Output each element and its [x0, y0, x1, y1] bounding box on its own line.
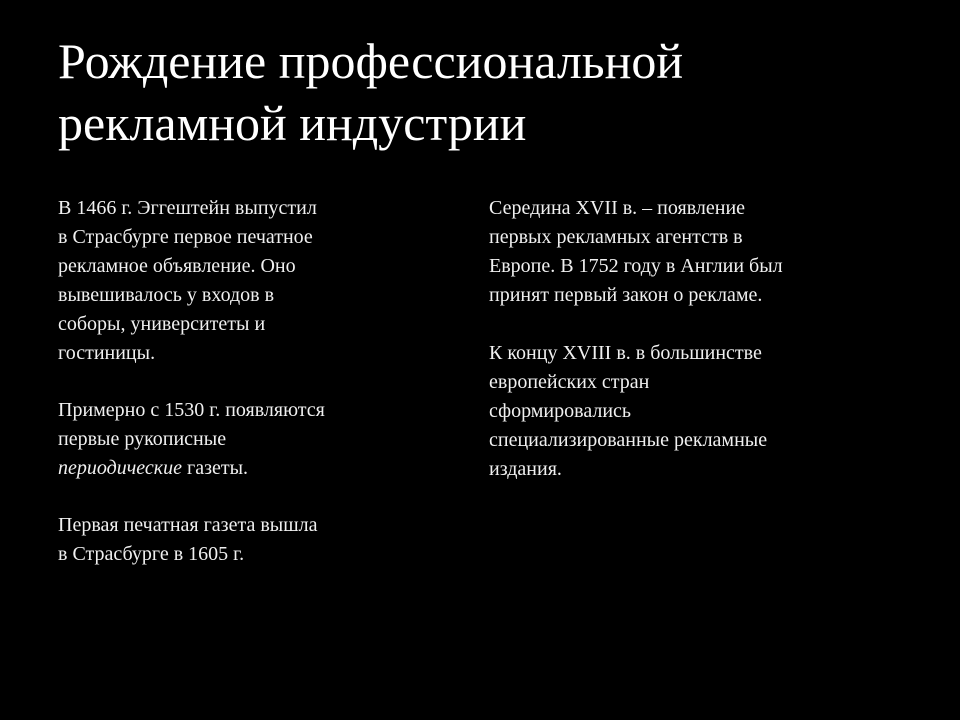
paragraph-1605-first-printed-newspaper: [58, 511, 398, 569]
text-line: сформировались: [489, 400, 632, 422]
paragraph-1466-first-ad: [58, 194, 398, 368]
text-line: Примерно с 1530 г. появляются: [58, 399, 325, 421]
text-line: специализированные рекламные: [489, 429, 768, 451]
text-line: гостиницы.: [58, 342, 156, 364]
text-line: вывешивалось у входов в: [58, 284, 275, 306]
right-column: [489, 194, 889, 484]
slide-title: [58, 30, 918, 154]
text-line: европейских стран: [489, 371, 650, 393]
left-column: [58, 194, 398, 569]
text-line: [58, 454, 398, 483]
text-line: принят первый закон о рекламе.: [489, 284, 763, 306]
text-fragment: газеты.: [182, 457, 249, 479]
text-line: Первая печатная газета вышла: [58, 514, 318, 536]
text-line: рекламное объявление. Оно: [58, 255, 296, 277]
text-line: издания.: [489, 458, 562, 480]
text-line: первых рекламных агентств в: [489, 226, 743, 248]
text-line: Середина XVII в. – появление: [489, 197, 746, 219]
text-line: соборы, университеты и: [58, 313, 266, 335]
italic-emphasis: периодические: [58, 457, 182, 479]
text-line: в Страсбурге первое печатное: [58, 226, 313, 248]
paragraph-xvii-century-agencies: [489, 194, 889, 310]
slide-title-line-2: рекламной индустрии: [58, 95, 527, 151]
text-line: В 1466 г. Эггештейн выпустил: [58, 197, 317, 219]
text-line: первые рукописные: [58, 428, 227, 450]
text-line: в Страсбурге в 1605 г.: [58, 543, 245, 565]
text-line: К концу XVIII в. в большинстве: [489, 342, 762, 364]
text-line: Европе. В 1752 году в Англии был: [489, 255, 783, 277]
paragraph-xviii-century-publications: [489, 339, 889, 484]
slide-title-line-1: Рождение профессиональной: [58, 33, 684, 89]
paragraph-1530-handwritten-newspapers: [58, 396, 398, 483]
